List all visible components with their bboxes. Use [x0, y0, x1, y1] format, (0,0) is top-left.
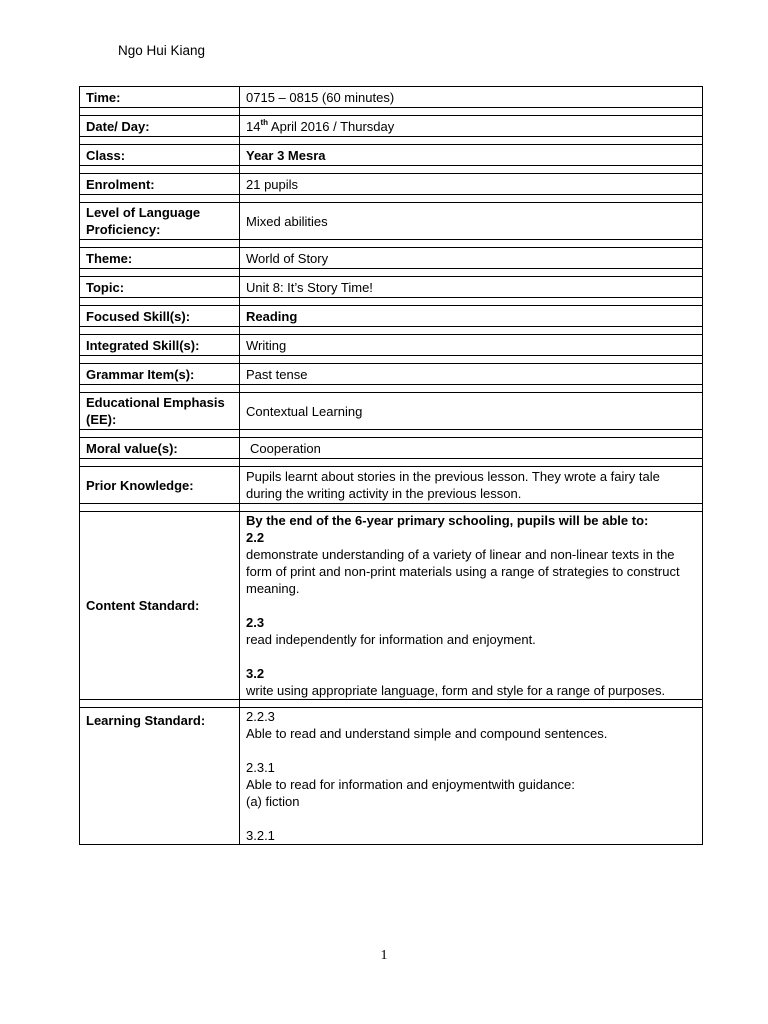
focused-skill-label: Focused Skill(s):: [80, 306, 240, 327]
learning-standard-label: Learning Standard:: [80, 708, 240, 845]
learning-standard-text: Able to read for information and enjoymentwith guidance:: [246, 777, 575, 792]
row-integrated-skill: [80, 335, 703, 356]
learning-standard-code: 2.2.3: [246, 709, 275, 724]
content-standard-code: 2.3: [246, 615, 265, 630]
row-enrolment: [80, 174, 703, 195]
row-class: [80, 145, 703, 166]
content-standard-code: 3.2: [246, 666, 265, 681]
row-proficiency: [80, 203, 703, 240]
class-label: Class:: [80, 145, 240, 166]
learning-standard-code: 2.3.1: [246, 760, 275, 775]
content-standard-label: Content Standard:: [80, 512, 240, 700]
proficiency-label: Level of Language Proficiency:: [80, 203, 240, 240]
row-moral: [80, 438, 703, 459]
time-label: Time:: [80, 87, 240, 108]
integrated-skill-value: Writing: [240, 335, 703, 356]
theme-label: Theme:: [80, 248, 240, 269]
content-standard-text: write using appropriate language, form and style for a range of purposes.: [246, 683, 666, 698]
row-content-standard: [80, 512, 703, 700]
content-standard-text: read independently for information and enjoyment.: [246, 632, 536, 647]
prior-knowledge-value: Pupils learnt about stories in the previous lesson. They wrote a fairy tale during the writing activity in the previous lesson.: [240, 467, 703, 504]
integrated-skill-label: Integrated Skill(s):: [80, 335, 240, 356]
content-standard-intro: By the end of the 6-year primary schooling, pupils will be able to:: [246, 513, 649, 528]
date-ordinal: th: [260, 117, 269, 127]
time-value: 0715 – 0815 (60 minutes): [240, 87, 703, 108]
row-prior-knowledge: [80, 467, 703, 504]
row-date: [80, 116, 703, 137]
grammar-value: Past tense: [240, 364, 703, 385]
date-day: 14: [246, 118, 261, 134]
proficiency-value: Mixed abilities: [240, 203, 703, 240]
enrolment-label: Enrolment:: [80, 174, 240, 195]
moral-value-text: Cooperation: [250, 440, 321, 456]
date-value: [240, 116, 703, 137]
row-time: [80, 87, 703, 108]
row-topic: [80, 277, 703, 298]
emphasis-value: Contextual Learning: [240, 393, 703, 430]
row-learning-standard: [80, 708, 703, 845]
enrolment-value: 21 pupils: [240, 174, 703, 195]
row-emphasis: [80, 393, 703, 430]
learning-standard-code: 3.2.1: [246, 828, 275, 843]
learning-standard-value: [240, 708, 703, 845]
prior-knowledge-label: Prior Knowledge:: [80, 467, 240, 504]
theme-value: World of Story: [240, 248, 703, 269]
row-theme: [80, 248, 703, 269]
class-value: Year 3 Mesra: [240, 145, 703, 166]
emphasis-label: Educational Emphasis (EE):: [80, 393, 240, 430]
page-number: 1: [380, 948, 388, 963]
learning-standard-subitem: (a) fiction: [246, 794, 300, 809]
date-rest: April 2016 / Thursday: [268, 118, 395, 134]
content-standard-code: 2.2: [246, 530, 265, 545]
author-name: Ngo Hui Kiang: [118, 43, 206, 58]
moral-value: [240, 438, 703, 459]
moral-label: Moral value(s):: [80, 438, 240, 459]
row-grammar: [80, 364, 703, 385]
content-standard-text: demonstrate understanding of a variety of linear and non-linear texts in the form of print and non-print materials using a range of strategies to construct meaning.: [246, 547, 680, 596]
topic-label: Topic:: [80, 277, 240, 298]
date-label: Date/ Day:: [80, 116, 240, 137]
grammar-label: Grammar Item(s):: [80, 364, 240, 385]
focused-skill-value: Reading: [240, 306, 703, 327]
learning-standard-text: Able to read and understand simple and compound sentences.: [246, 726, 608, 741]
row-focused-skill: [80, 306, 703, 327]
lesson-plan-table: [79, 86, 703, 845]
content-standard-value: [240, 512, 703, 700]
topic-value: Unit 8: It’s Story Time!: [240, 277, 703, 298]
